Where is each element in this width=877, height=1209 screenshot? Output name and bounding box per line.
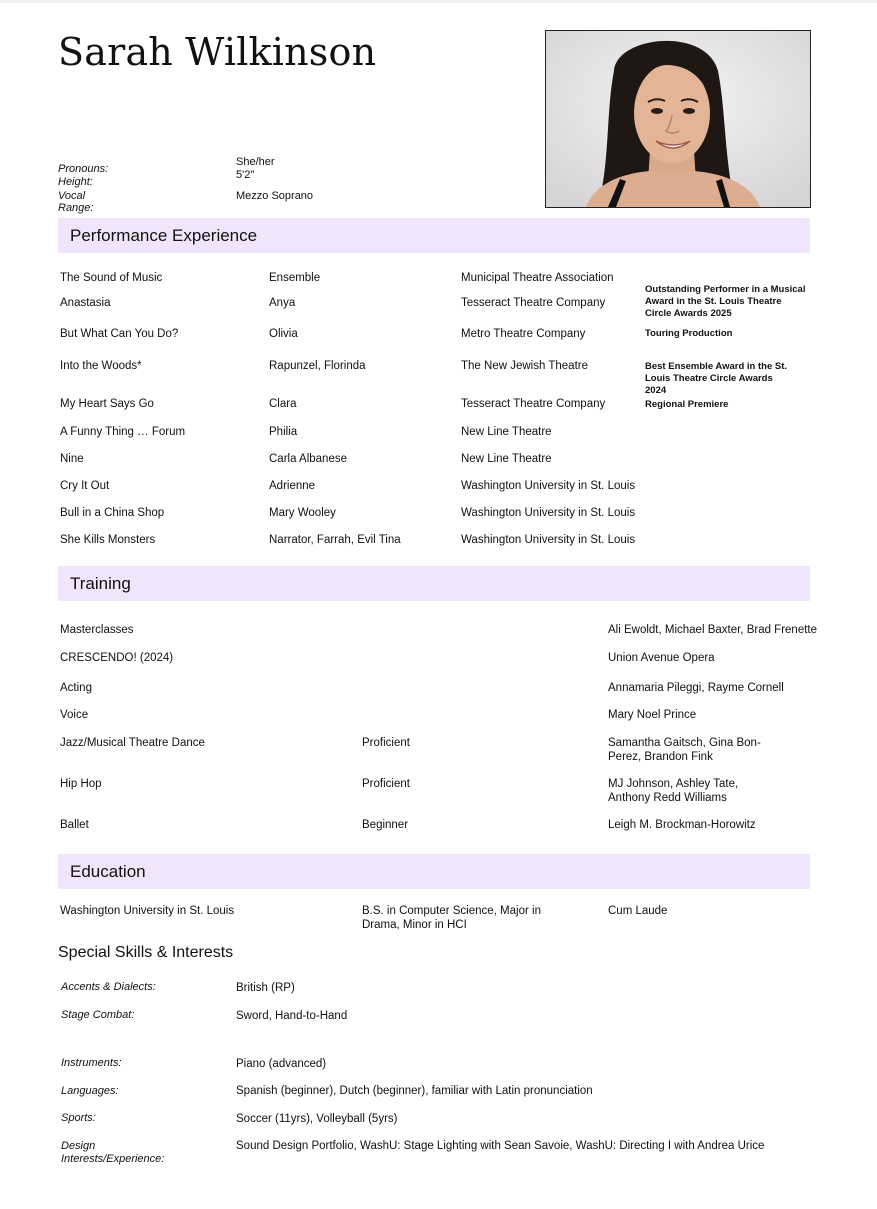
show-title: The Sound of Music [60,272,163,284]
skill-label: Sports: [61,1112,96,1124]
info-label: Pronouns: [58,163,109,175]
company: The New Jewish Theatre [461,360,588,372]
headshot-image [546,31,810,207]
skill-label: Languages: [61,1085,119,1097]
info-label: Height: [58,176,93,188]
info-value: 5'2" [236,169,255,181]
company: Washington University in St. Louis [461,507,636,519]
training-level: Proficient [362,778,410,790]
company: Metro Theatre Company [461,328,586,340]
info-value: Mezzo Soprano [236,190,314,202]
show-title: Cry It Out [60,480,110,492]
role: Olivia [269,328,298,340]
training-teacher: MJ Johnson, Ashley Tate, Anthony Redd Williams [608,778,739,804]
show-title: Nine [60,453,84,465]
role: Narrator, Farrah, Evil Tina [269,534,401,546]
award-note: Outstanding Performer in a Musical Award in the St. Louis Theatre Circle Awards 2025 [645,284,806,319]
skill-value: British (RP) [236,982,295,994]
show-title: Anastasia [60,297,111,309]
info-value: She/her [236,156,275,168]
company: New Line Theatre [461,426,552,438]
skill-label: Accents & Dialects: [61,981,156,993]
skill-label: Stage Combat: [61,1009,135,1021]
award-note: Best Ensemble Award in the St. Louis Theatre Circle Awards 2024 [645,361,788,396]
company: Municipal Theatre Association [461,272,614,284]
training-subject: CRESCENDO! (2024) [60,652,174,664]
training-subject: Hip Hop [60,778,102,790]
role: Philia [269,426,298,438]
training-teacher: Mary Noel Prince [608,709,697,721]
award-note: Regional Premiere [645,399,729,410]
training-level: Proficient [362,737,410,749]
show-title: But What Can You Do? [60,328,179,340]
role: Rapunzel, Florinda [269,360,366,372]
company: Washington University in St. Louis [461,534,636,546]
training-subject: Voice [60,709,89,721]
info-label: Vocal Range: [58,190,94,214]
training-teacher: Leigh M. Brockman-Horowitz [608,819,756,831]
training-subject: Acting [60,682,92,694]
company: New Line Theatre [461,453,552,465]
skill-value: Piano (advanced) [236,1058,327,1070]
company: Tesseract Theatre Company [461,398,606,410]
role: Adrienne [269,480,316,492]
show-title: My Heart Says Go [60,398,154,410]
training-level: Beginner [362,819,409,831]
skill-value: Sword, Hand-to-Hand [236,1010,348,1022]
company: Washington University in St. Louis [461,480,636,492]
headshot-photo [545,30,811,208]
section-title: Training [70,574,131,593]
skill-value: Sound Design Portfolio, WashU: Stage Lighting with Sean Savoie, WashU: Directing I with Andrea Urice [236,1140,765,1152]
role: Carla Albanese [269,453,347,465]
skill-label: Instruments: [61,1057,122,1069]
skill-value: Spanish (beginner), Dutch (beginner), familiar with Latin pronunciation [236,1085,593,1097]
training-teacher: Annamaria Pileggi, Rayme Cornell [608,682,784,694]
education-school: Washington University in St. Louis [60,905,235,917]
award-note: Touring Production [645,328,733,339]
training-subject: Jazz/Musical Theatre Dance [60,737,205,749]
performance-section-header [58,218,810,253]
top-divider [0,0,877,3]
role: Mary Wooley [269,507,336,519]
show-title: Bull in a China Shop [60,507,165,519]
actor-name: Sarah Wilkinson [58,30,377,74]
role: Clara [269,398,297,410]
training-teacher: Ali Ewoldt, Michael Baxter, Brad Frenette [608,624,818,636]
show-title: A Funny Thing … Forum [60,426,186,438]
show-title: Into the Woods* [60,360,142,372]
role: Ensemble [269,272,321,284]
education-degree: B.S. in Computer Science, Major in Drama, Minor in HCI [362,905,541,931]
education-section-header [58,854,810,889]
section-title: Education [70,862,146,881]
show-title: She Kills Monsters [60,534,156,546]
training-subject: Ballet [60,819,89,831]
training-subject: Masterclasses [60,624,134,636]
training-section-header [58,566,810,601]
skill-label: Design Interests/Experience: [61,1140,165,1165]
skills-section-title: Special Skills & Interests [58,944,234,961]
education-honor: Cum Laude [608,905,668,917]
training-teacher: Samantha Gaitsch, Gina Bon-Perez, Brandon Fink [608,737,761,763]
role: Anya [269,297,296,309]
skill-value: Soccer (11yrs), Volleyball (5yrs) [236,1113,398,1125]
company: Tesseract Theatre Company [461,297,606,309]
training-teacher: Union Avenue Opera [608,652,715,664]
section-title: Performance Experience [70,226,258,245]
